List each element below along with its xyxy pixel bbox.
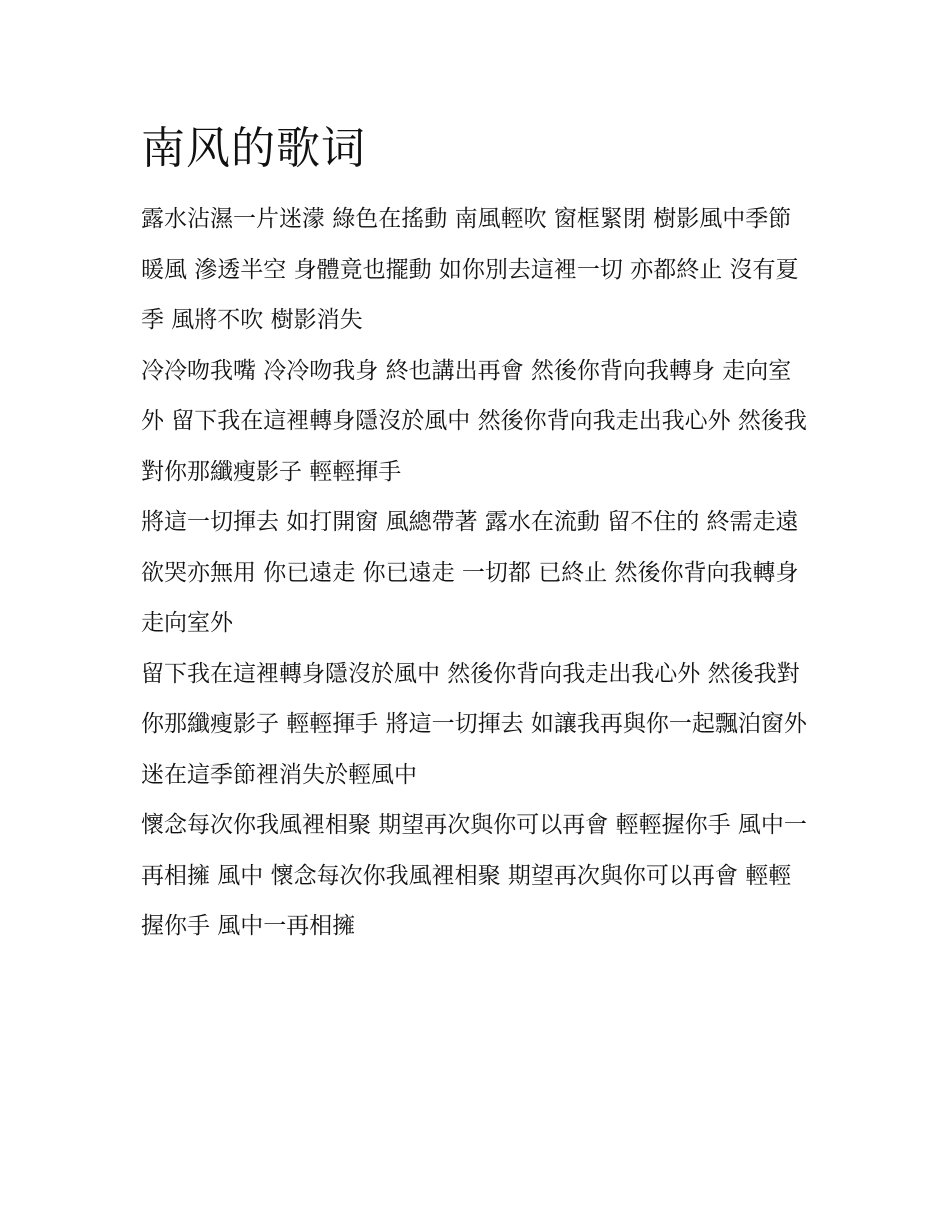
lyrics-stanza-2: 冷冷吻我嘴 冷冷吻我身 終也講出再會 然後你背向我轉身 走向室外 留下我在這裡轉身隱沒於風中 然後你背向我走出我心外 然後我對你那纖瘦影子 輕輕揮手 (141, 357, 807, 485)
lyrics-stanza-3: 將這一切揮去 如打開窗 風總帶著 露水在流動 留不住的 終需走遠 欲哭亦無用 你已遠走 你已遠走 一切都 已終止 然後你背向我轉身 走向室外 (141, 509, 799, 636)
lyrics-stanza-4: 留下我在這裡轉身隱沒於風中 然後你背向我走出我心外 然後我對你那纖瘦影子 輕輕揮手 將這一切揮去 如讓我再與你一起飄泊窗外 迷在這季節裡消失於輕風中 (141, 660, 807, 788)
lyrics-body (141, 118, 811, 952)
lyrics-stanza-1: 露水沾濕一片迷濛 綠色在搖動 南風輕吹 窗框緊閉 樹影風中季節暖風 滲透半空 身體竟也擺動 如你別去這裡一切 亦都終止 沒有夏季 風將不吹 樹影消失 (141, 206, 799, 333)
lyrics-stanza-5: 懷念每次你我風裡相聚 期望再次與你可以再會 輕輕握你手 風中一再相擁 風中 懷念每次你我風裡相聚 期望再次與你可以再會 輕輕握你手 風中一再相擁 (141, 812, 807, 939)
page-title: 南风的歌词 (141, 123, 366, 174)
